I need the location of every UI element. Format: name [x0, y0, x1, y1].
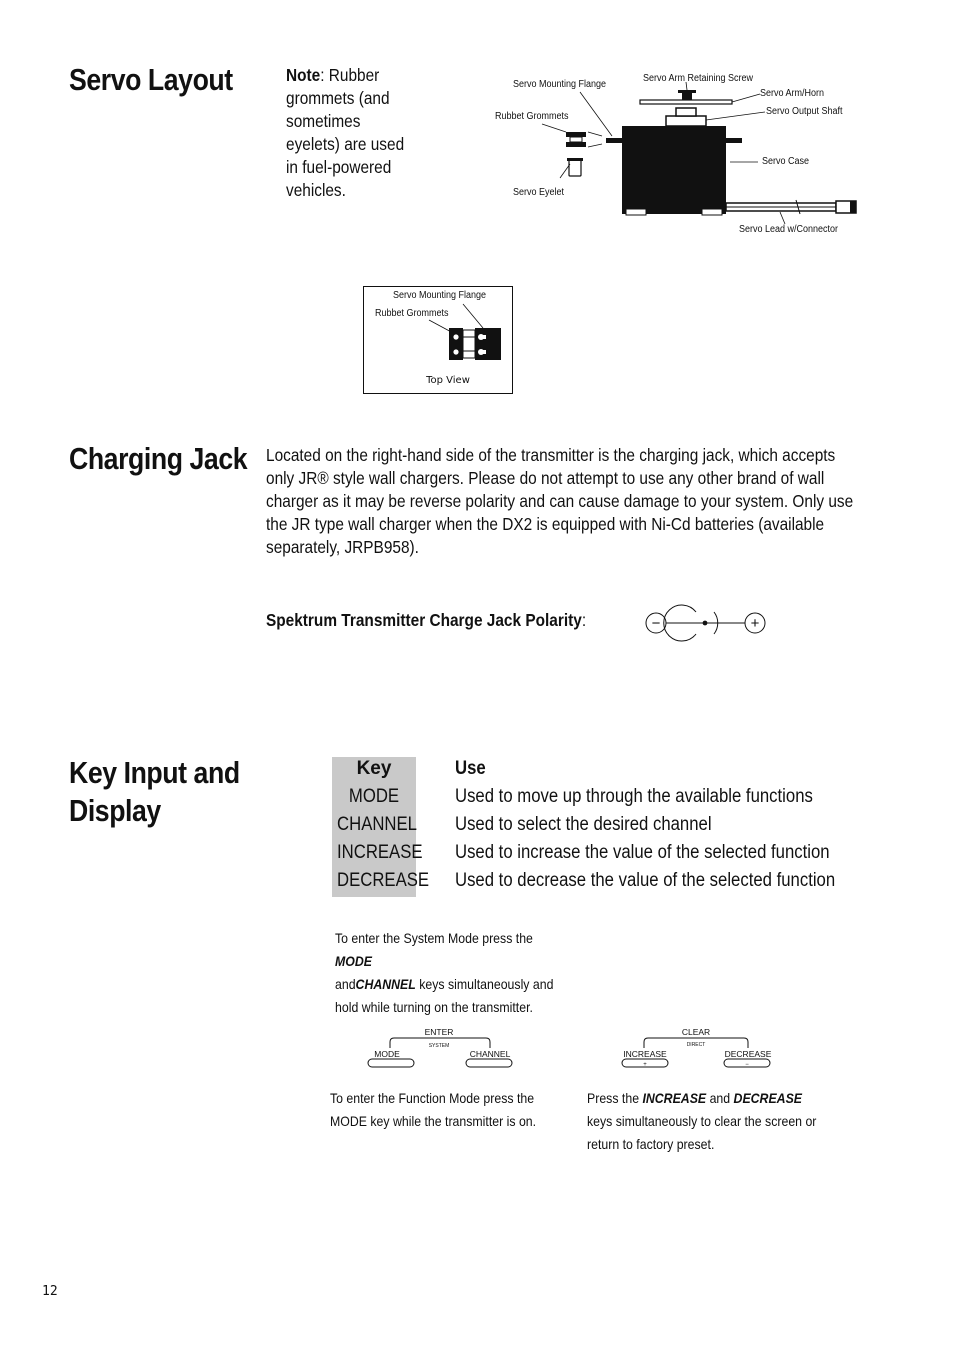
- increase-sign: +: [643, 1062, 647, 1068]
- function-mode-caption: To enter the Function Mode press the MODE key while the transmitter is on.: [330, 1090, 537, 1129]
- increase-key-ref: INCREASE: [642, 1090, 707, 1106]
- key-input-heading-line1: Key Input and: [69, 755, 240, 790]
- note-label: Note: [286, 65, 321, 85]
- mode-label: MODE: [374, 1049, 400, 1059]
- use-header: Use: [455, 758, 486, 779]
- key-increase: INCREASE: [337, 842, 423, 863]
- polarity-minus: −: [651, 615, 661, 632]
- clear-label: CLEAR: [681, 1027, 711, 1037]
- decrease-label: DECREASE: [724, 1049, 772, 1059]
- servo-arm-shape: [640, 100, 732, 104]
- label-output-shaft: Servo Output Shaft: [766, 106, 843, 117]
- system-label: SYSTEM: [428, 1043, 450, 1049]
- use-increase: Used to increase the value of the selected function: [455, 842, 830, 863]
- label-eyelet: Servo Eyelet: [513, 187, 565, 198]
- channel-label: CHANNEL: [469, 1049, 511, 1059]
- system-mode-key-diagram: [360, 1024, 520, 1072]
- key-channel: CHANNEL: [337, 814, 417, 835]
- top-view-caption: Top View: [426, 375, 470, 386]
- label-servo-lead: Servo Lead w/Connector: [739, 224, 839, 235]
- increase-label: INCREASE: [623, 1049, 667, 1059]
- polarity-symbol: [640, 602, 770, 644]
- polarity-label: Spektrum Transmitter Charge Jack Polarity: [266, 610, 582, 630]
- clear-caption: Press the INCREASE and DECREASE keys simultaneously to clear the screen or return to factory preset.: [587, 1090, 817, 1152]
- polarity-label-row: [266, 609, 586, 632]
- key-mode: MODE: [348, 786, 400, 807]
- use-decrease: Used to decrease the value of the selected function: [455, 870, 836, 891]
- servo-note: [286, 64, 418, 202]
- use-mode: Used to move up through the available functions: [455, 786, 813, 807]
- key-header: Key: [356, 758, 392, 779]
- channel-key-shape: [466, 1059, 512, 1067]
- charging-jack-heading: Charging Jack: [69, 441, 248, 476]
- key-input-heading-line2: Display: [69, 793, 161, 828]
- polarity-colon: :: [581, 610, 587, 630]
- enter-label: ENTER: [424, 1027, 454, 1037]
- label-arm-horn: Servo Arm/Horn: [760, 88, 825, 99]
- note-text: : Rubber grommets (and sometimes eyelets) are used in fuel-powered vehicles.: [286, 65, 405, 200]
- system-mode-caption: To enter the System Mode press the MODE andCHANNEL keys simultaneously and hold while turning on the transmitter.: [335, 930, 554, 1015]
- label-arm-retaining-screw: Servo Arm Retaining Screw: [643, 73, 754, 84]
- page-number: 12: [42, 1284, 58, 1299]
- use-column: [455, 755, 835, 895]
- top-view-mounting-flange: Servo Mounting Flange: [393, 290, 487, 301]
- clear-key-diagram: [610, 1024, 780, 1072]
- charging-jack-paragraph: Located on the right-hand side of the transmitter is the charging jack, which accepts only JR® style wall chargers. Please do not attempt to use any other brand of wall charger as it may be reverse polarity and can cause damage to your system. Only use the JR type wall charger when the DX2 is equipped with Ni-Cd batteries (available separately, JRPB958).: [266, 445, 854, 557]
- key-table: [332, 755, 430, 895]
- servo-case-shape: [622, 126, 726, 214]
- channel-key-ref: CHANNEL: [355, 976, 416, 992]
- servo-layout-heading: Servo Layout: [69, 62, 233, 97]
- mode-key-shape: [368, 1059, 414, 1067]
- label-mounting-flange: Servo Mounting Flange: [513, 79, 607, 90]
- decrease-sign: −: [745, 1062, 749, 1068]
- label-grommets: Rubbet Grommets: [495, 111, 569, 122]
- direct-label: DIRECT: [686, 1042, 706, 1048]
- polarity-plus: +: [750, 615, 760, 632]
- use-channel: Used to select the desired channel: [455, 814, 712, 835]
- label-servo-case: Servo Case: [762, 156, 810, 167]
- mode-key-ref: MODE: [335, 953, 372, 969]
- top-view-grommets: Rubbet Grommets: [375, 308, 449, 319]
- key-decrease: DECREASE: [337, 870, 430, 891]
- decrease-key-ref: DECREASE: [733, 1090, 803, 1106]
